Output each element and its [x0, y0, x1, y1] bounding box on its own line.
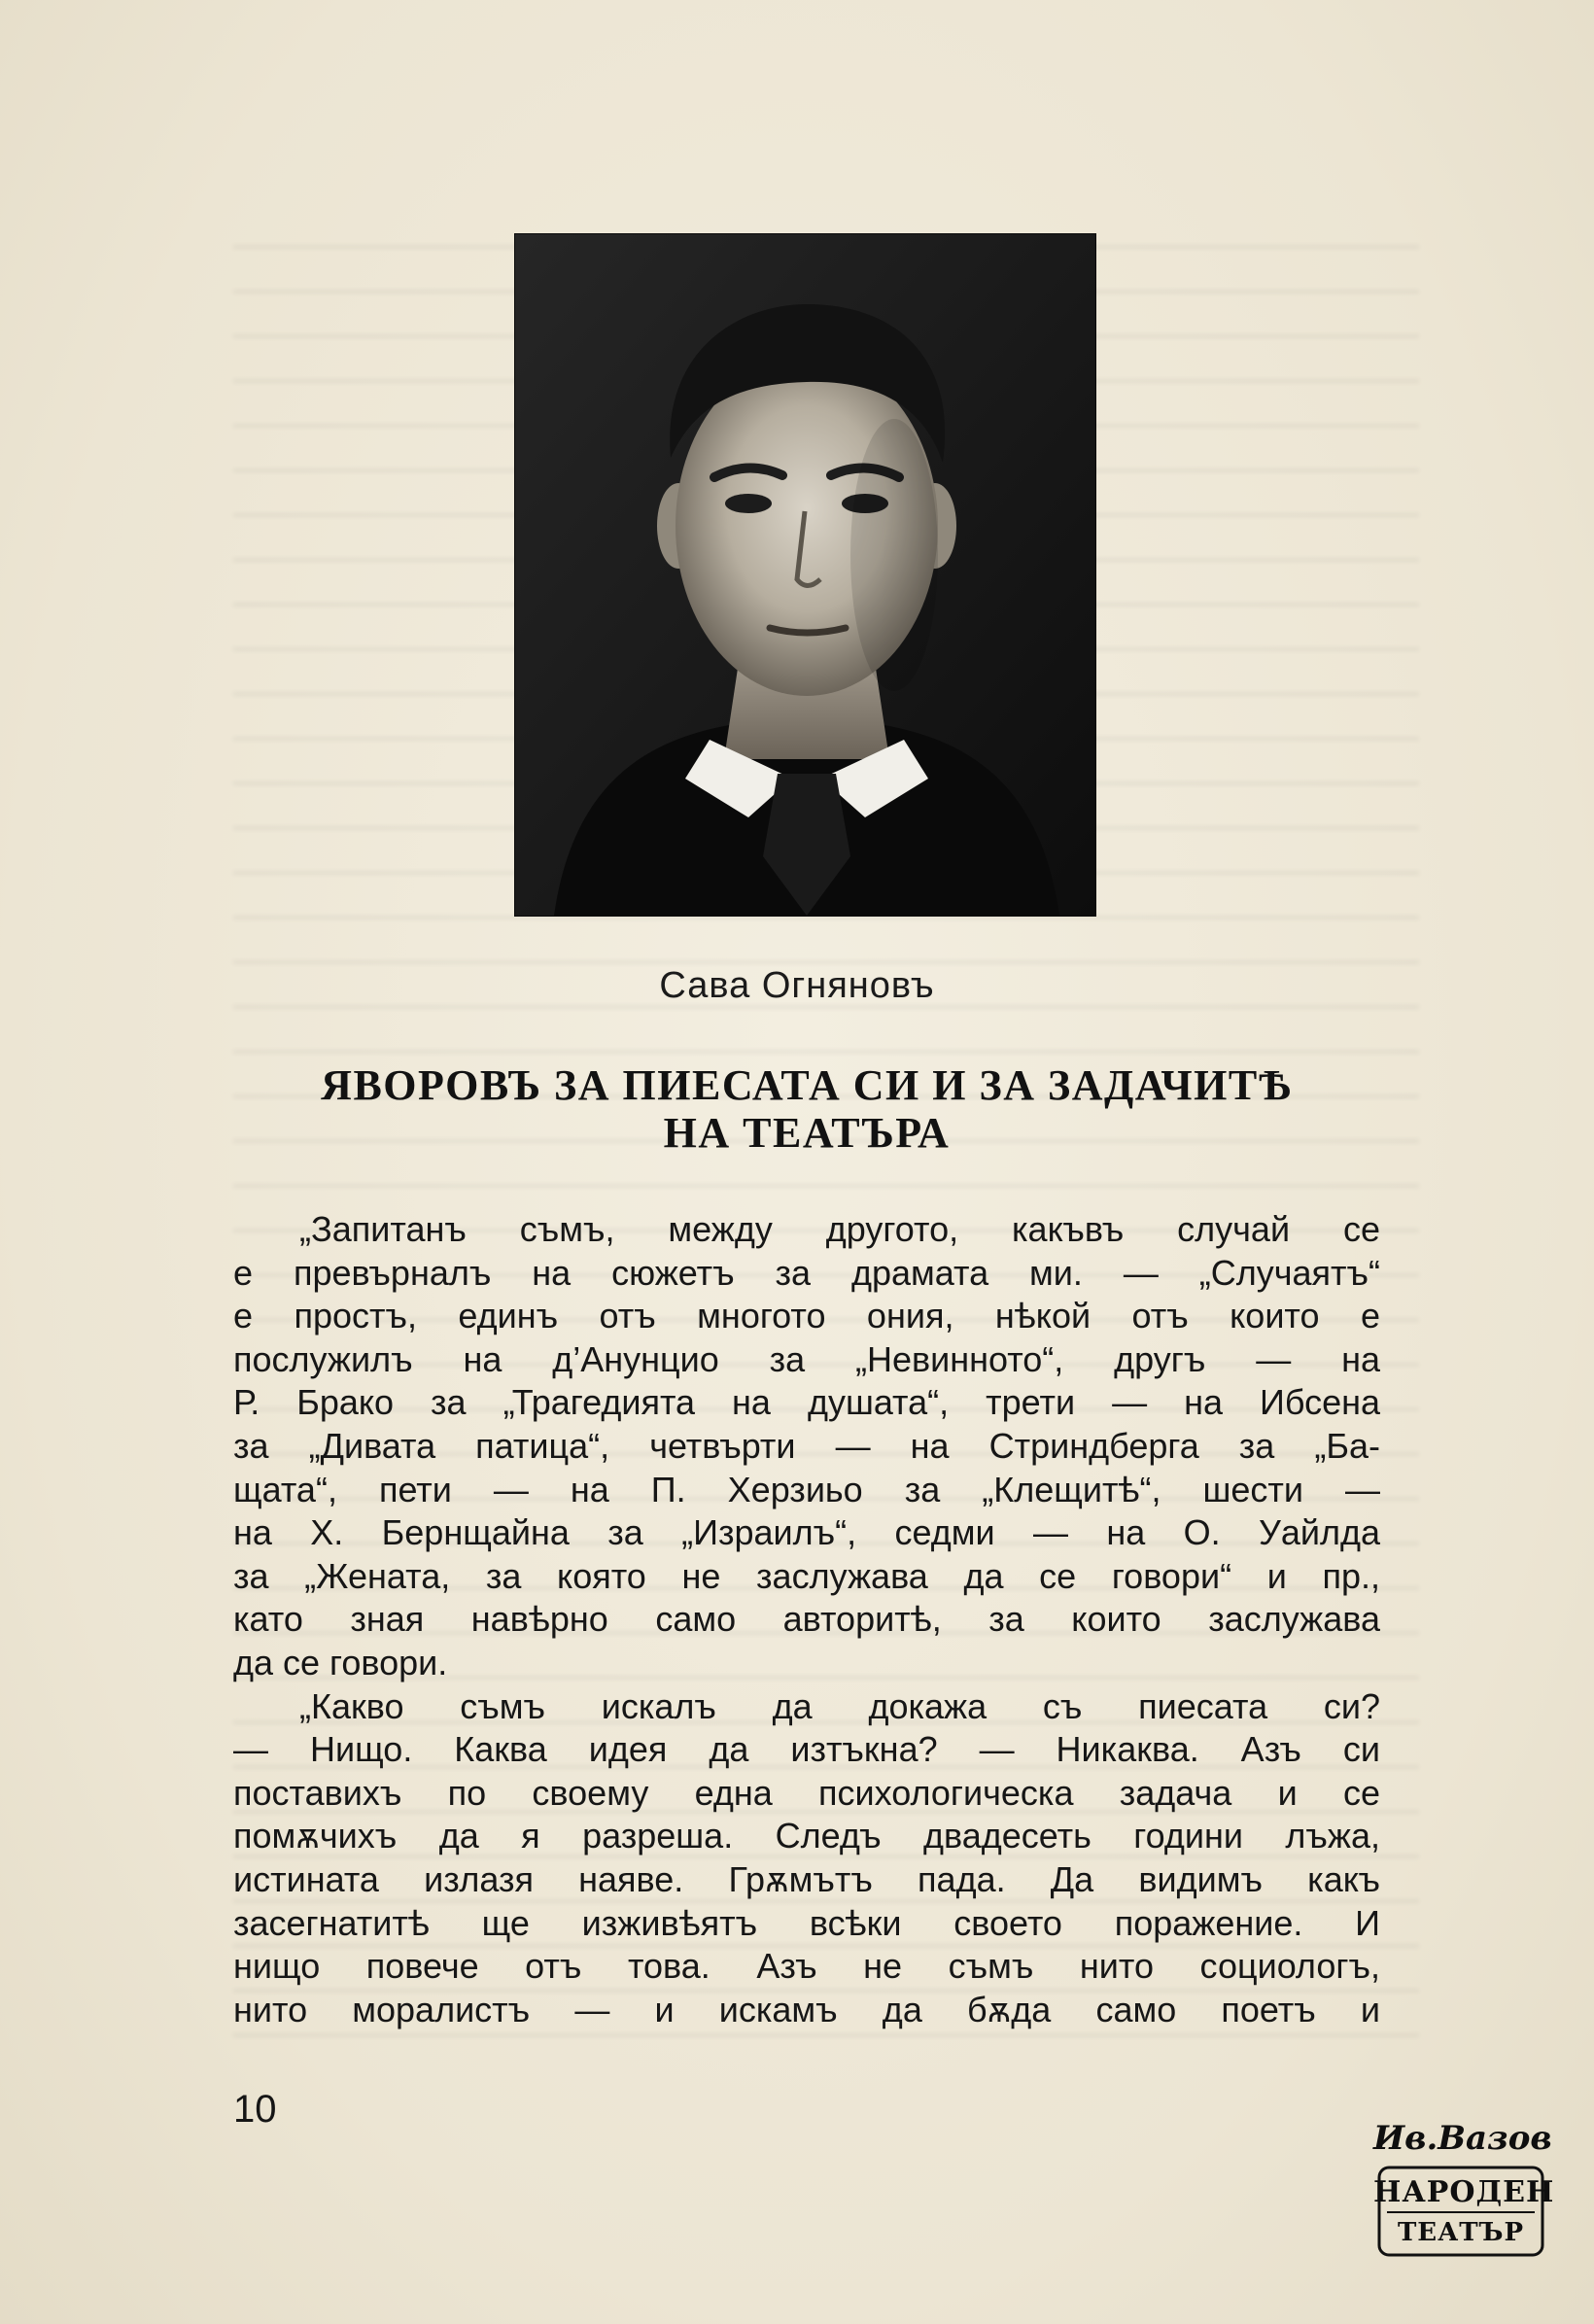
stamp-signature: Ив.Вазов [1373, 2119, 1552, 2158]
body-line: за „Дивата патица“, четвърти — на Стриндберга за „Ба- [233, 1425, 1380, 1466]
body-line: е простъ, единъ отъ многото ония, нѣкой отъ които е [233, 1296, 1380, 1336]
body-line: за „Жената, за която не заслужава да се говори“ и пр., [233, 1555, 1380, 1596]
body-line: поставихъ по своему една психологическа задача и се [233, 1772, 1380, 1813]
article-body [233, 1208, 1380, 2031]
page-number: 10 [233, 2088, 277, 2131]
title-line-2: НА ТЕАТЪРА [663, 1109, 951, 1157]
body-line: на Х. Бернщайна за „Израилъ“, седми — на О. Уайлда [233, 1512, 1380, 1553]
title-line-1: ЯВОРОВЪ ЗА ПИЕСАТА СИ И ЗА ЗАДАЧИТѢ [321, 1061, 1293, 1109]
body-line: „Какво съмъ искалъ да докажа съ пиесата си? [299, 1685, 1380, 1726]
article-title [233, 1061, 1380, 1157]
stamp-line-2: ТЕАТЪР [1397, 2218, 1525, 2247]
body-line: — Нищо. Каква идея да изтъкна? — Никаква. Азъ си [233, 1729, 1380, 1770]
stamp-line-1: НАРОДЕН [1373, 2175, 1555, 2209]
body-line: щата“, пети — на П. Херзиьо за „Клещитѣ“, шести — [233, 1469, 1380, 1509]
body-line: послужилъ на д’Анунцио за „Невинното“, другъ — на [233, 1338, 1380, 1379]
body-line: истината излазя наяве. Грѫмътъ пада. Да видимъ какъ [233, 1858, 1380, 1899]
portrait-photo [515, 234, 1095, 916]
body-line: „Запитанъ съмъ, между другото, какъвъ случай се [299, 1209, 1380, 1249]
body-line: помѫчихъ да я разреша. Следъ двадесеть години лъжа, [233, 1816, 1380, 1856]
body-line: да се говори. [233, 1642, 448, 1682]
photo-caption: Сава Огняновъ [659, 965, 935, 1006]
body-line: като зная навѣрно само авторитѣ, за които заслужава [233, 1599, 1380, 1640]
body-line: Р. Брако за „Трагедията на душата“, трети — на Ибсена [233, 1382, 1380, 1423]
body-line: нито моралистъ — и искамъ да бѫда само поетъ и [233, 1989, 1380, 2029]
body-line: е превърналъ на сюжетъ за драмата ми. — „Случаятъ“ [233, 1252, 1380, 1293]
body-line: нищо повече отъ това. Азъ не съмъ нито социологъ, [233, 1946, 1380, 1987]
national-theatre-stamp [1373, 2117, 1555, 2263]
body-line: засегнатитѣ ще изживѣятъ всѣки своето поражение. И [233, 1902, 1380, 1943]
